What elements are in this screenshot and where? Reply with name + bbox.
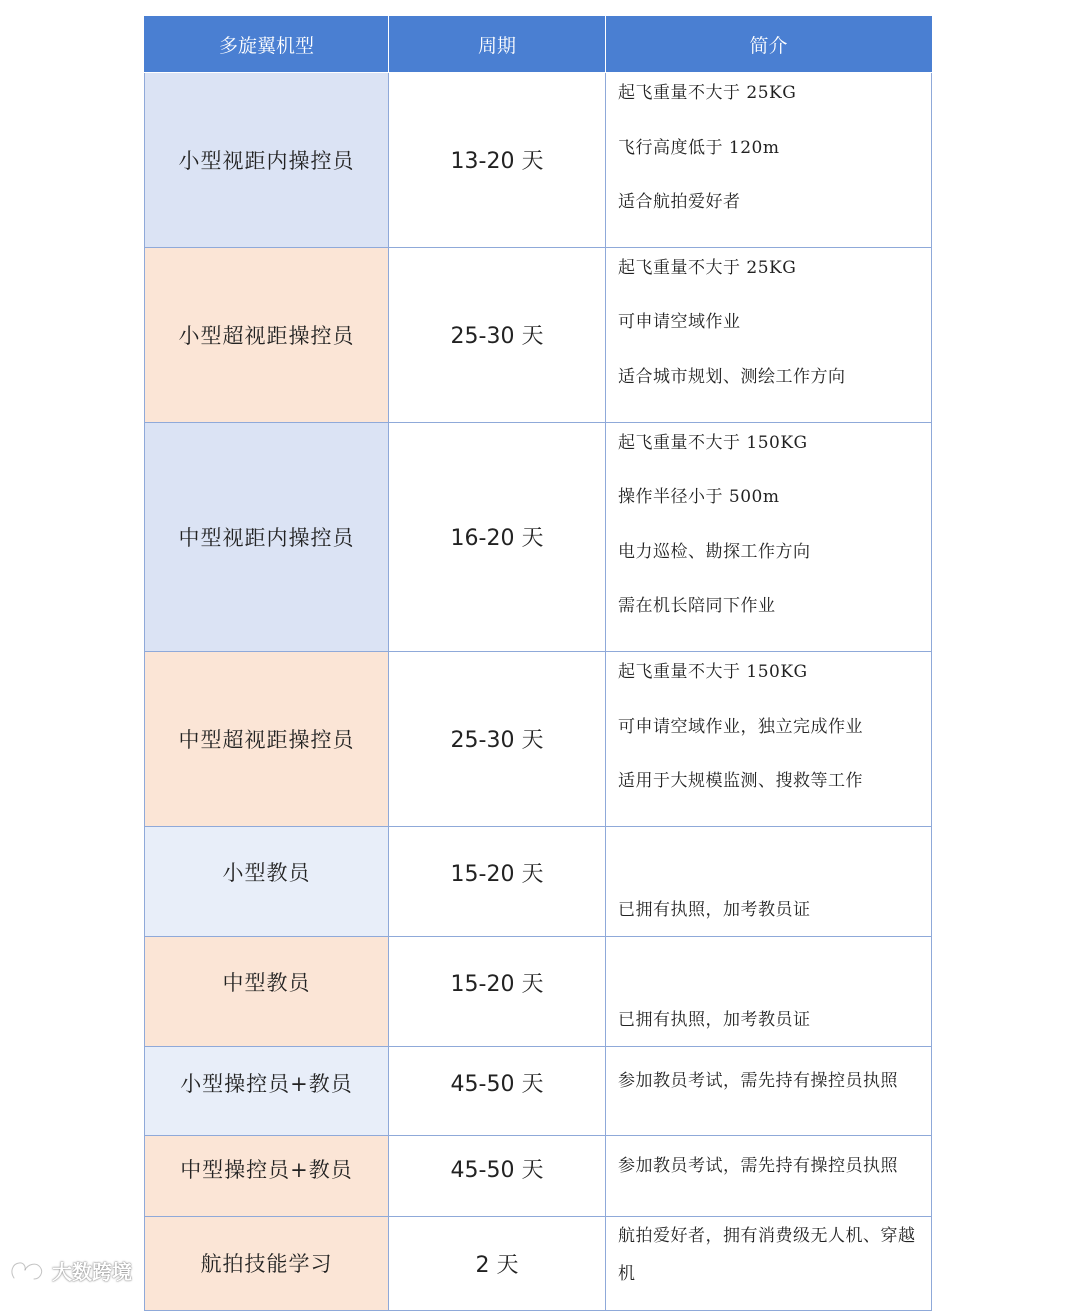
aircraft-type-cell: 小型视距内操控员 [145,73,389,248]
cycle-cell: 2 天 [389,1216,606,1310]
cycle-cell: 25-30 天 [389,247,606,422]
description-cell [606,73,932,248]
watermark-text: 大数跨境 [52,1260,132,1284]
description-line: 已拥有执照，加考教员证 [618,1009,811,1030]
table-row [145,651,932,826]
header-aircraft-type: 多旋翼机型 [145,16,389,73]
aircraft-type-cell: 航拍技能学习 [145,1216,389,1310]
table-row [145,247,932,422]
cycle-cell: 15-20 天 [389,826,606,936]
cycle-cell: 15-20 天 [389,936,606,1046]
description-line: 参加教员考试，需先持有操控员执照 [618,1070,898,1091]
table-row [145,1135,932,1216]
table-header-row [145,16,932,73]
aircraft-type-cell: 中型教员 [145,936,389,1046]
description-line: 起飞重量不大于 25KG [618,83,797,103]
description-cell [606,936,932,1046]
description-line: 飞行高度低于 120m [618,137,780,158]
description-line: 需在机长陪同下作业 [618,596,776,617]
description-line: 可申请空域作业，独立完成作业 [618,716,863,737]
description-line: 电力巡检、勘探工作方向 [618,541,811,562]
watermark [8,1256,132,1285]
description-line: 航拍爱好者，拥有消费级无人机、穿越机 [618,1225,916,1284]
cycle-cell: 45-50 天 [389,1046,606,1135]
description-line: 适合城市规划、测绘工作方向 [618,366,846,387]
aircraft-type-cell: 中型视距内操控员 [145,422,389,651]
brand-logo-icon [8,1258,46,1284]
description-line: 操作半径小于 500m [618,487,780,508]
cycle-cell: 25-30 天 [389,651,606,826]
aircraft-type-cell: 中型操控员+教员 [145,1135,389,1216]
table-row [145,422,932,651]
aircraft-type-cell: 中型超视距操控员 [145,651,389,826]
description-line: 起飞重量不大于 150KG [618,661,808,682]
header-cycle: 周期 [389,16,606,73]
description-cell [606,1135,932,1216]
description-cell [606,422,932,651]
description-cell [606,1216,932,1310]
description-line: 参加教员考试，需先持有操控员执照 [618,1155,898,1176]
cycle-cell: 45-50 天 [389,1135,606,1216]
table-row [145,1046,932,1135]
cycle-cell: 16-20 天 [389,422,606,651]
description-cell [606,1046,932,1135]
description-line: 适用于大规模监测、搜救等工作 [618,771,863,792]
description-cell [606,651,932,826]
description-line: 起飞重量不大于 150KG [618,432,808,453]
description-cell [606,247,932,422]
description-line: 起飞重量不大于 25KG [618,257,797,278]
description-line: 可申请空域作业 [618,312,741,333]
header-description: 简介 [606,16,932,73]
aircraft-type-cell: 小型超视距操控员 [145,247,389,422]
table-row [145,73,932,248]
cycle-cell: 13-20 天 [389,73,606,248]
course-table [144,16,932,1311]
aircraft-type-cell: 小型教员 [145,826,389,936]
table-row [145,1216,932,1310]
table-row [145,826,932,936]
description-cell [606,826,932,936]
table-row [145,936,932,1046]
description-line: 已拥有执照，加考教员证 [618,899,811,920]
description-line: 适合航拍爱好者 [618,192,741,213]
aircraft-type-cell: 小型操控员+教员 [145,1046,389,1135]
